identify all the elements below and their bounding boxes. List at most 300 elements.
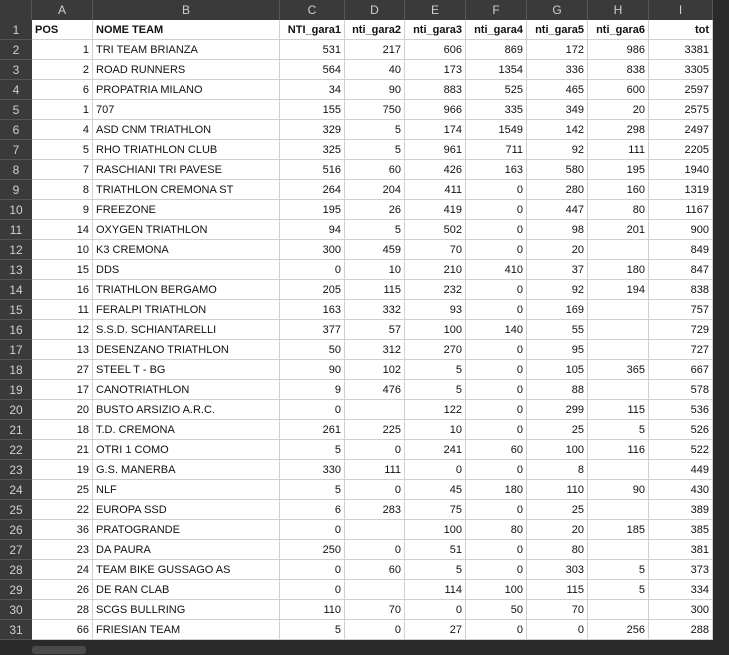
cell-d5[interactable]: 750 (345, 100, 405, 120)
cell-i24[interactable]: 430 (649, 480, 713, 500)
row-header-7[interactable]: 7 (0, 140, 32, 160)
cell-c19[interactable]: 9 (280, 380, 345, 400)
cell-b28[interactable]: TEAM BIKE GUSSAGO AS (93, 560, 280, 580)
header-cell-f[interactable]: nti_gara4 (466, 20, 527, 40)
cell-e26[interactable]: 100 (405, 520, 466, 540)
cell-b2[interactable]: TRI TEAM BRIANZA (93, 40, 280, 60)
cell-f27[interactable]: 0 (466, 540, 527, 560)
cell-e19[interactable]: 5 (405, 380, 466, 400)
cell-g6[interactable]: 142 (527, 120, 588, 140)
cell-e14[interactable]: 232 (405, 280, 466, 300)
cell-h28[interactable]: 5 (588, 560, 649, 580)
row-header-26[interactable]: 26 (0, 520, 32, 540)
cell-a5[interactable]: 1 (32, 100, 93, 120)
cell-d31[interactable]: 0 (345, 620, 405, 640)
cell-b4[interactable]: PROPATRIA MILANO (93, 80, 280, 100)
cell-d27[interactable]: 0 (345, 540, 405, 560)
column-header-a[interactable]: A (32, 0, 93, 20)
cell-e10[interactable]: 419 (405, 200, 466, 220)
cell-i4[interactable]: 2597 (649, 80, 713, 100)
cell-e22[interactable]: 241 (405, 440, 466, 460)
cell-h4[interactable]: 600 (588, 80, 649, 100)
cell-f18[interactable]: 0 (466, 360, 527, 380)
column-header-d[interactable]: D (345, 0, 405, 20)
row-header-3[interactable]: 3 (0, 60, 32, 80)
cell-d20[interactable] (345, 400, 405, 420)
horizontal-scrollbar[interactable] (0, 640, 729, 655)
cell-g17[interactable]: 95 (527, 340, 588, 360)
row-header-14[interactable]: 14 (0, 280, 32, 300)
cell-d24[interactable]: 0 (345, 480, 405, 500)
cell-f24[interactable]: 180 (466, 480, 527, 500)
cell-e15[interactable]: 93 (405, 300, 466, 320)
cell-b16[interactable]: S.S.D. SCHIANTARELLI (93, 320, 280, 340)
cell-c15[interactable]: 163 (280, 300, 345, 320)
cell-h16[interactable] (588, 320, 649, 340)
cell-e27[interactable]: 51 (405, 540, 466, 560)
cell-a10[interactable]: 9 (32, 200, 93, 220)
cell-g30[interactable]: 70 (527, 600, 588, 620)
row-header-15[interactable]: 15 (0, 300, 32, 320)
cell-h6[interactable]: 298 (588, 120, 649, 140)
cell-g28[interactable]: 303 (527, 560, 588, 580)
cell-i6[interactable]: 2497 (649, 120, 713, 140)
cell-a16[interactable]: 12 (32, 320, 93, 340)
cell-b29[interactable]: DE RAN CLAB (93, 580, 280, 600)
cell-i3[interactable]: 3305 (649, 60, 713, 80)
cell-d7[interactable]: 5 (345, 140, 405, 160)
row-header-19[interactable]: 19 (0, 380, 32, 400)
cell-c5[interactable]: 155 (280, 100, 345, 120)
cell-e23[interactable]: 0 (405, 460, 466, 480)
row-header-28[interactable]: 28 (0, 560, 32, 580)
cell-i30[interactable]: 300 (649, 600, 713, 620)
cell-b21[interactable]: T.D. CREMONA (93, 420, 280, 440)
cell-e28[interactable]: 5 (405, 560, 466, 580)
cell-i14[interactable]: 838 (649, 280, 713, 300)
cell-f20[interactable]: 0 (466, 400, 527, 420)
cell-a6[interactable]: 4 (32, 120, 93, 140)
cell-e21[interactable]: 10 (405, 420, 466, 440)
row-header-4[interactable]: 4 (0, 80, 32, 100)
cell-c12[interactable]: 300 (280, 240, 345, 260)
cell-a19[interactable]: 17 (32, 380, 93, 400)
cell-f16[interactable]: 140 (466, 320, 527, 340)
cell-b13[interactable]: DDS (93, 260, 280, 280)
cell-a2[interactable]: 1 (32, 40, 93, 60)
cell-a20[interactable]: 20 (32, 400, 93, 420)
cell-a8[interactable]: 7 (32, 160, 93, 180)
row-header-11[interactable]: 11 (0, 220, 32, 240)
cell-d21[interactable]: 225 (345, 420, 405, 440)
cell-c30[interactable]: 110 (280, 600, 345, 620)
column-header-c[interactable]: C (280, 0, 345, 20)
cell-h18[interactable]: 365 (588, 360, 649, 380)
cell-g26[interactable]: 20 (527, 520, 588, 540)
cell-b30[interactable]: SCGS BULLRING (93, 600, 280, 620)
cell-e3[interactable]: 173 (405, 60, 466, 80)
cell-f25[interactable]: 0 (466, 500, 527, 520)
cell-c13[interactable]: 0 (280, 260, 345, 280)
cell-a18[interactable]: 27 (32, 360, 93, 380)
row-header-2[interactable]: 2 (0, 40, 32, 60)
cell-h13[interactable]: 180 (588, 260, 649, 280)
cell-a3[interactable]: 2 (32, 60, 93, 80)
cell-c8[interactable]: 516 (280, 160, 345, 180)
cell-h8[interactable]: 195 (588, 160, 649, 180)
cell-h17[interactable] (588, 340, 649, 360)
column-header-b[interactable]: B (93, 0, 280, 20)
cell-d30[interactable]: 70 (345, 600, 405, 620)
cell-d17[interactable]: 312 (345, 340, 405, 360)
cell-c3[interactable]: 564 (280, 60, 345, 80)
cell-g29[interactable]: 115 (527, 580, 588, 600)
cell-e18[interactable]: 5 (405, 360, 466, 380)
cell-c17[interactable]: 50 (280, 340, 345, 360)
header-cell-a[interactable]: POS (32, 20, 93, 40)
cell-a14[interactable]: 16 (32, 280, 93, 300)
cell-b18[interactable]: STEEL T - BG (93, 360, 280, 380)
cell-b17[interactable]: DESENZANO TRIATHLON (93, 340, 280, 360)
cell-a15[interactable]: 11 (32, 300, 93, 320)
cell-c6[interactable]: 329 (280, 120, 345, 140)
cell-e11[interactable]: 502 (405, 220, 466, 240)
cell-c11[interactable]: 94 (280, 220, 345, 240)
cell-h15[interactable] (588, 300, 649, 320)
cell-h31[interactable]: 256 (588, 620, 649, 640)
cell-f30[interactable]: 50 (466, 600, 527, 620)
cell-g8[interactable]: 580 (527, 160, 588, 180)
cell-b19[interactable]: CANOTRIATHLON (93, 380, 280, 400)
cell-c18[interactable]: 90 (280, 360, 345, 380)
cell-c25[interactable]: 6 (280, 500, 345, 520)
cell-i20[interactable]: 536 (649, 400, 713, 420)
cell-a12[interactable]: 10 (32, 240, 93, 260)
cell-d16[interactable]: 57 (345, 320, 405, 340)
cell-g15[interactable]: 169 (527, 300, 588, 320)
cell-i31[interactable]: 288 (649, 620, 713, 640)
row-header-20[interactable]: 20 (0, 400, 32, 420)
cell-d26[interactable] (345, 520, 405, 540)
cell-e9[interactable]: 411 (405, 180, 466, 200)
cell-d3[interactable]: 40 (345, 60, 405, 80)
cell-b12[interactable]: K3 CREMONA (93, 240, 280, 260)
cell-g20[interactable]: 299 (527, 400, 588, 420)
cell-e31[interactable]: 27 (405, 620, 466, 640)
cell-c10[interactable]: 195 (280, 200, 345, 220)
cell-d8[interactable]: 60 (345, 160, 405, 180)
cell-e29[interactable]: 114 (405, 580, 466, 600)
cell-h30[interactable] (588, 600, 649, 620)
cell-h25[interactable] (588, 500, 649, 520)
cell-i23[interactable]: 449 (649, 460, 713, 480)
row-header-27[interactable]: 27 (0, 540, 32, 560)
row-header-30[interactable]: 30 (0, 600, 32, 620)
cell-g14[interactable]: 92 (527, 280, 588, 300)
cell-h24[interactable]: 90 (588, 480, 649, 500)
row-header-8[interactable]: 8 (0, 160, 32, 180)
cell-f5[interactable]: 335 (466, 100, 527, 120)
cell-f4[interactable]: 525 (466, 80, 527, 100)
cell-h21[interactable]: 5 (588, 420, 649, 440)
cell-g7[interactable]: 92 (527, 140, 588, 160)
cell-b27[interactable]: DA PAURA (93, 540, 280, 560)
cell-c20[interactable]: 0 (280, 400, 345, 420)
cell-i27[interactable]: 381 (649, 540, 713, 560)
scrollbar-thumb[interactable] (32, 646, 86, 654)
header-cell-d[interactable]: nti_gara2 (345, 20, 405, 40)
row-header-22[interactable]: 22 (0, 440, 32, 460)
cell-i29[interactable]: 334 (649, 580, 713, 600)
cell-a30[interactable]: 28 (32, 600, 93, 620)
cell-a4[interactable]: 6 (32, 80, 93, 100)
cell-i17[interactable]: 727 (649, 340, 713, 360)
cell-b9[interactable]: TRIATHLON CREMONA ST (93, 180, 280, 200)
cell-h11[interactable]: 201 (588, 220, 649, 240)
cell-a13[interactable]: 15 (32, 260, 93, 280)
cell-c22[interactable]: 5 (280, 440, 345, 460)
cell-f13[interactable]: 410 (466, 260, 527, 280)
cell-f22[interactable]: 60 (466, 440, 527, 460)
cell-b31[interactable]: FRIESIAN TEAM (93, 620, 280, 640)
cell-f14[interactable]: 0 (466, 280, 527, 300)
cell-e2[interactable]: 606 (405, 40, 466, 60)
cell-a29[interactable]: 26 (32, 580, 93, 600)
cell-f17[interactable]: 0 (466, 340, 527, 360)
cell-b15[interactable]: FERALPI TRIATHLON (93, 300, 280, 320)
cell-b14[interactable]: TRIATHLON BERGAMO (93, 280, 280, 300)
cell-f8[interactable]: 163 (466, 160, 527, 180)
cell-i8[interactable]: 1940 (649, 160, 713, 180)
cell-b10[interactable]: FREEZONE (93, 200, 280, 220)
cell-d18[interactable]: 102 (345, 360, 405, 380)
cell-i26[interactable]: 385 (649, 520, 713, 540)
cell-a31[interactable]: 66 (32, 620, 93, 640)
cell-g16[interactable]: 55 (527, 320, 588, 340)
cell-h26[interactable]: 185 (588, 520, 649, 540)
cell-d29[interactable] (345, 580, 405, 600)
column-header-h[interactable]: H (588, 0, 649, 20)
row-header-10[interactable]: 10 (0, 200, 32, 220)
cell-f28[interactable]: 0 (466, 560, 527, 580)
cell-i2[interactable]: 3381 (649, 40, 713, 60)
cell-d19[interactable]: 476 (345, 380, 405, 400)
cell-e25[interactable]: 75 (405, 500, 466, 520)
cell-a17[interactable]: 13 (32, 340, 93, 360)
cell-d22[interactable]: 0 (345, 440, 405, 460)
cell-h22[interactable]: 116 (588, 440, 649, 460)
cell-i11[interactable]: 900 (649, 220, 713, 240)
cell-e5[interactable]: 966 (405, 100, 466, 120)
cell-b20[interactable]: BUSTO ARSIZIO A.R.C. (93, 400, 280, 420)
cell-b7[interactable]: RHO TRIATHLON CLUB (93, 140, 280, 160)
cell-d12[interactable]: 459 (345, 240, 405, 260)
cell-i16[interactable]: 729 (649, 320, 713, 340)
cell-e30[interactable]: 0 (405, 600, 466, 620)
row-header-18[interactable]: 18 (0, 360, 32, 380)
cell-i19[interactable]: 578 (649, 380, 713, 400)
cell-d28[interactable]: 60 (345, 560, 405, 580)
cell-i5[interactable]: 2575 (649, 100, 713, 120)
row-header-23[interactable]: 23 (0, 460, 32, 480)
cell-h29[interactable]: 5 (588, 580, 649, 600)
cell-e12[interactable]: 70 (405, 240, 466, 260)
cell-g24[interactable]: 110 (527, 480, 588, 500)
cell-h2[interactable]: 986 (588, 40, 649, 60)
cell-c4[interactable]: 34 (280, 80, 345, 100)
cell-g18[interactable]: 105 (527, 360, 588, 380)
cell-e8[interactable]: 426 (405, 160, 466, 180)
cell-g23[interactable]: 8 (527, 460, 588, 480)
column-header-g[interactable]: G (527, 0, 588, 20)
cell-c23[interactable]: 330 (280, 460, 345, 480)
cell-g3[interactable]: 336 (527, 60, 588, 80)
vertical-scrollbar[interactable] (713, 0, 729, 655)
cell-h12[interactable] (588, 240, 649, 260)
row-header-25[interactable]: 25 (0, 500, 32, 520)
cell-g2[interactable]: 172 (527, 40, 588, 60)
cell-g12[interactable]: 20 (527, 240, 588, 260)
header-cell-g[interactable]: nti_gara5 (527, 20, 588, 40)
cell-g21[interactable]: 25 (527, 420, 588, 440)
cell-a23[interactable]: 19 (32, 460, 93, 480)
cell-a22[interactable]: 21 (32, 440, 93, 460)
row-header-16[interactable]: 16 (0, 320, 32, 340)
cell-b6[interactable]: ASD CNM TRIATHLON (93, 120, 280, 140)
cell-c2[interactable]: 531 (280, 40, 345, 60)
cell-b8[interactable]: RASCHIANI TRI PAVESE (93, 160, 280, 180)
cell-a28[interactable]: 24 (32, 560, 93, 580)
cell-b23[interactable]: G.S. MANERBA (93, 460, 280, 480)
cell-f21[interactable]: 0 (466, 420, 527, 440)
cell-c21[interactable]: 261 (280, 420, 345, 440)
cell-c9[interactable]: 264 (280, 180, 345, 200)
cell-a7[interactable]: 5 (32, 140, 93, 160)
row-header-12[interactable]: 12 (0, 240, 32, 260)
cell-g4[interactable]: 465 (527, 80, 588, 100)
cell-a11[interactable]: 14 (32, 220, 93, 240)
cell-d15[interactable]: 332 (345, 300, 405, 320)
cell-f6[interactable]: 1549 (466, 120, 527, 140)
cell-d25[interactable]: 283 (345, 500, 405, 520)
cell-c27[interactable]: 250 (280, 540, 345, 560)
header-cell-i[interactable]: tot (649, 20, 713, 40)
cell-f2[interactable]: 869 (466, 40, 527, 60)
cell-f11[interactable]: 0 (466, 220, 527, 240)
cell-b22[interactable]: OTRI 1 COMO (93, 440, 280, 460)
cell-g13[interactable]: 37 (527, 260, 588, 280)
cell-c28[interactable]: 0 (280, 560, 345, 580)
cell-i21[interactable]: 526 (649, 420, 713, 440)
cell-h19[interactable] (588, 380, 649, 400)
cell-g22[interactable]: 100 (527, 440, 588, 460)
cell-i15[interactable]: 757 (649, 300, 713, 320)
cell-g19[interactable]: 88 (527, 380, 588, 400)
cell-i13[interactable]: 847 (649, 260, 713, 280)
cell-i9[interactable]: 1319 (649, 180, 713, 200)
header-cell-b[interactable]: NOME TEAM (93, 20, 280, 40)
cell-i7[interactable]: 2205 (649, 140, 713, 160)
row-header-6[interactable]: 6 (0, 120, 32, 140)
cell-i12[interactable]: 849 (649, 240, 713, 260)
cell-h9[interactable]: 160 (588, 180, 649, 200)
cell-f3[interactable]: 1354 (466, 60, 527, 80)
cell-d2[interactable]: 217 (345, 40, 405, 60)
cell-a21[interactable]: 18 (32, 420, 93, 440)
cell-f15[interactable]: 0 (466, 300, 527, 320)
cell-h27[interactable] (588, 540, 649, 560)
cell-f7[interactable]: 711 (466, 140, 527, 160)
cell-f10[interactable]: 0 (466, 200, 527, 220)
cell-h7[interactable]: 111 (588, 140, 649, 160)
cell-f23[interactable]: 0 (466, 460, 527, 480)
cell-a27[interactable]: 23 (32, 540, 93, 560)
row-header-31[interactable]: 31 (0, 620, 32, 640)
row-header-5[interactable]: 5 (0, 100, 32, 120)
cell-e17[interactable]: 270 (405, 340, 466, 360)
cell-g27[interactable]: 80 (527, 540, 588, 560)
cell-i22[interactable]: 522 (649, 440, 713, 460)
row-header-21[interactable]: 21 (0, 420, 32, 440)
cell-h14[interactable]: 194 (588, 280, 649, 300)
cell-b5[interactable]: 707 (93, 100, 280, 120)
cell-d6[interactable]: 5 (345, 120, 405, 140)
cell-f29[interactable]: 100 (466, 580, 527, 600)
cell-i25[interactable]: 389 (649, 500, 713, 520)
cell-d4[interactable]: 90 (345, 80, 405, 100)
row-header-24[interactable]: 24 (0, 480, 32, 500)
header-cell-e[interactable]: nti_gara3 (405, 20, 466, 40)
cell-g25[interactable]: 25 (527, 500, 588, 520)
cell-d23[interactable]: 111 (345, 460, 405, 480)
cell-g31[interactable]: 0 (527, 620, 588, 640)
cell-h3[interactable]: 838 (588, 60, 649, 80)
cell-c31[interactable]: 5 (280, 620, 345, 640)
header-cell-h[interactable]: nti_gara6 (588, 20, 649, 40)
cell-c26[interactable]: 0 (280, 520, 345, 540)
cell-a25[interactable]: 22 (32, 500, 93, 520)
cell-f19[interactable]: 0 (466, 380, 527, 400)
cell-a9[interactable]: 8 (32, 180, 93, 200)
row-header-13[interactable]: 13 (0, 260, 32, 280)
row-header-1[interactable]: 1 (0, 20, 32, 40)
cell-d14[interactable]: 115 (345, 280, 405, 300)
column-header-e[interactable]: E (405, 0, 466, 20)
cell-g5[interactable]: 349 (527, 100, 588, 120)
cell-e24[interactable]: 45 (405, 480, 466, 500)
select-all-corner[interactable] (0, 0, 32, 20)
cell-h20[interactable]: 115 (588, 400, 649, 420)
cell-h23[interactable] (588, 460, 649, 480)
cell-i28[interactable]: 373 (649, 560, 713, 580)
cell-b26[interactable]: PRATOGRANDE (93, 520, 280, 540)
cell-f26[interactable]: 80 (466, 520, 527, 540)
cell-a26[interactable]: 36 (32, 520, 93, 540)
cell-a24[interactable]: 25 (32, 480, 93, 500)
cell-i10[interactable]: 1167 (649, 200, 713, 220)
cell-b25[interactable]: EUROPA SSD (93, 500, 280, 520)
cell-e7[interactable]: 961 (405, 140, 466, 160)
column-header-f[interactable]: F (466, 0, 527, 20)
cell-g10[interactable]: 447 (527, 200, 588, 220)
cell-c7[interactable]: 325 (280, 140, 345, 160)
cell-b11[interactable]: OXYGEN TRIATHLON (93, 220, 280, 240)
cell-g11[interactable]: 98 (527, 220, 588, 240)
cell-b24[interactable]: NLF (93, 480, 280, 500)
cell-f12[interactable]: 0 (466, 240, 527, 260)
cell-d13[interactable]: 10 (345, 260, 405, 280)
cell-h5[interactable]: 20 (588, 100, 649, 120)
